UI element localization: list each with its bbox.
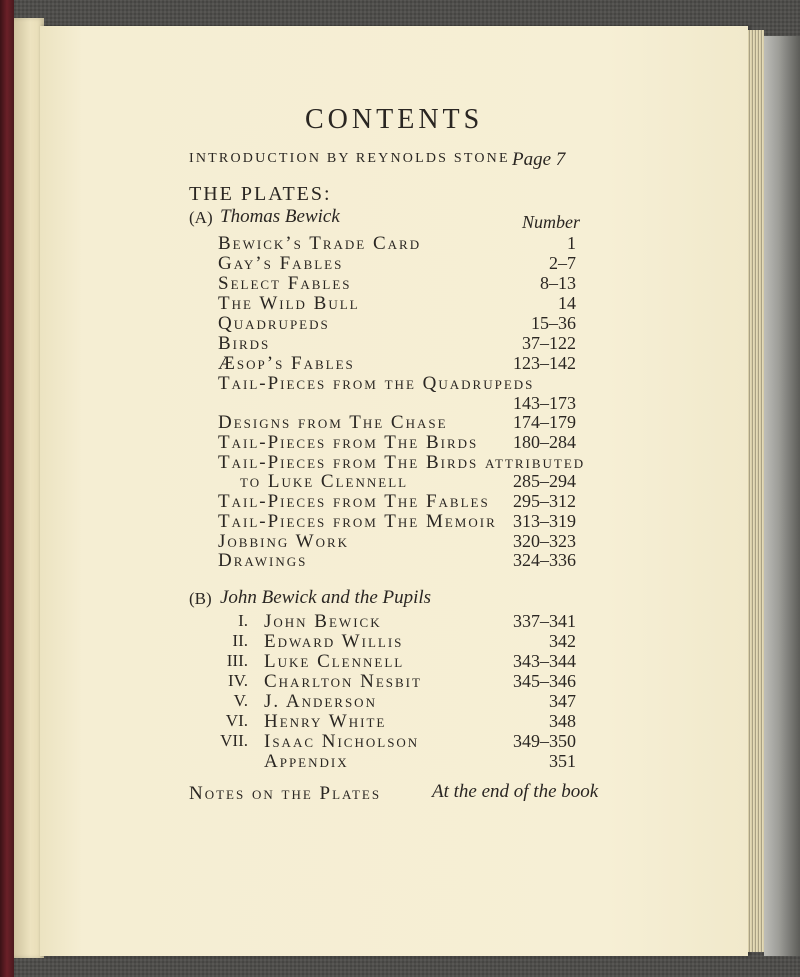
list-item-title: Tail-Pieces from The Fables xyxy=(218,491,490,512)
list-item-number: 123–142 xyxy=(513,353,576,373)
list-item-title: John Bewick xyxy=(264,611,382,632)
section-a-letter: (A) xyxy=(189,208,213,227)
list-item-number: 348 xyxy=(549,711,576,731)
list-item-number: 37–122 xyxy=(522,333,576,353)
list-item-number: 320–323 xyxy=(513,531,576,551)
list-item-number: 180–284 xyxy=(513,432,576,452)
notes-label: Notes on the Plates xyxy=(189,783,382,804)
list-item-title: J. Anderson xyxy=(264,691,377,712)
list-item-number: 324–336 xyxy=(513,550,576,570)
list-item-number: 174–179 xyxy=(513,412,576,432)
list-item-numeral: V. xyxy=(233,691,248,710)
page-edges xyxy=(748,30,764,952)
list-item-number: 345–346 xyxy=(513,671,576,691)
notes-location: At the end of the book xyxy=(432,781,599,802)
list-item-number: 351 xyxy=(549,751,576,771)
list-item-number: 313–319 xyxy=(513,511,576,531)
page-title: CONTENTS xyxy=(305,104,484,135)
section-a-title: Thomas Bewick xyxy=(220,206,340,227)
list-item-number: 8–13 xyxy=(540,273,576,293)
list-item-number: 143–173 xyxy=(513,393,576,413)
introduction-label: INTRODUCTION BY REYNOLDS STONE xyxy=(189,151,510,166)
list-item-number: 343–344 xyxy=(513,651,576,671)
list-item-title: Designs from The Chase xyxy=(218,412,448,433)
list-item-title: Tail-Pieces from The Birds attributed xyxy=(218,452,586,473)
list-item-title: The Wild Bull xyxy=(218,293,360,314)
list-item-title: Æsop’s Fables xyxy=(218,353,355,374)
list-item-number: 337–341 xyxy=(513,611,576,631)
list-item-number: 1 xyxy=(567,233,576,253)
list-item-title: Appendix xyxy=(264,751,349,772)
list-item-title: Gay’s Fables xyxy=(218,253,344,274)
list-item-number: 342 xyxy=(549,631,576,651)
list-item-title: Drawings xyxy=(218,550,308,571)
list-item-numeral: I. xyxy=(238,611,248,630)
list-item-number: 295–312 xyxy=(513,491,576,511)
list-item-numeral: IV. xyxy=(228,671,248,690)
list-item-title: Tail-Pieces from The Memoir xyxy=(218,511,497,532)
book-binding-spine xyxy=(0,0,14,977)
plates-heading: THE PLATES: xyxy=(189,183,332,205)
section-b-letter: (B) xyxy=(189,589,212,608)
introduction-page: Page 7 xyxy=(512,149,566,170)
list-item-title: Luke Clennell xyxy=(264,651,405,672)
list-item-number: 15–36 xyxy=(531,313,576,333)
list-item-title: Select Fables xyxy=(218,273,352,294)
list-item-title: Jobbing Work xyxy=(218,531,350,552)
list-item-title-continued: to Luke Clennell xyxy=(240,471,409,492)
list-item-number: 2–7 xyxy=(549,253,576,273)
back-cover-edge xyxy=(764,36,800,956)
list-item-numeral: III. xyxy=(226,651,248,670)
list-item-number: 14 xyxy=(558,293,576,313)
list-item-numeral: VI. xyxy=(225,711,248,730)
list-item-title: Charlton Nesbit xyxy=(264,671,422,692)
number-column-label: Number xyxy=(522,212,580,232)
list-item-title: Birds xyxy=(218,333,271,354)
list-item-title: Bewick’s Trade Card xyxy=(218,233,422,254)
list-item-number: 349–350 xyxy=(513,731,576,751)
section-b-title: John Bewick and the Pupils xyxy=(220,587,432,608)
list-item-title: Edward Willis xyxy=(264,631,404,652)
list-item-numeral: II. xyxy=(232,631,248,650)
list-item-number: 347 xyxy=(549,691,576,711)
list-item-number: 285–294 xyxy=(513,471,576,491)
list-item-title: Henry White xyxy=(264,711,387,732)
list-item-title: Tail-Pieces from The Birds xyxy=(218,432,479,453)
list-item-title: Tail-Pieces from the Quadrupeds xyxy=(218,373,535,394)
list-item-numeral: VII. xyxy=(220,731,248,750)
list-item-title: Isaac Nicholson xyxy=(264,731,420,752)
list-item-title: Quadrupeds xyxy=(218,313,330,334)
